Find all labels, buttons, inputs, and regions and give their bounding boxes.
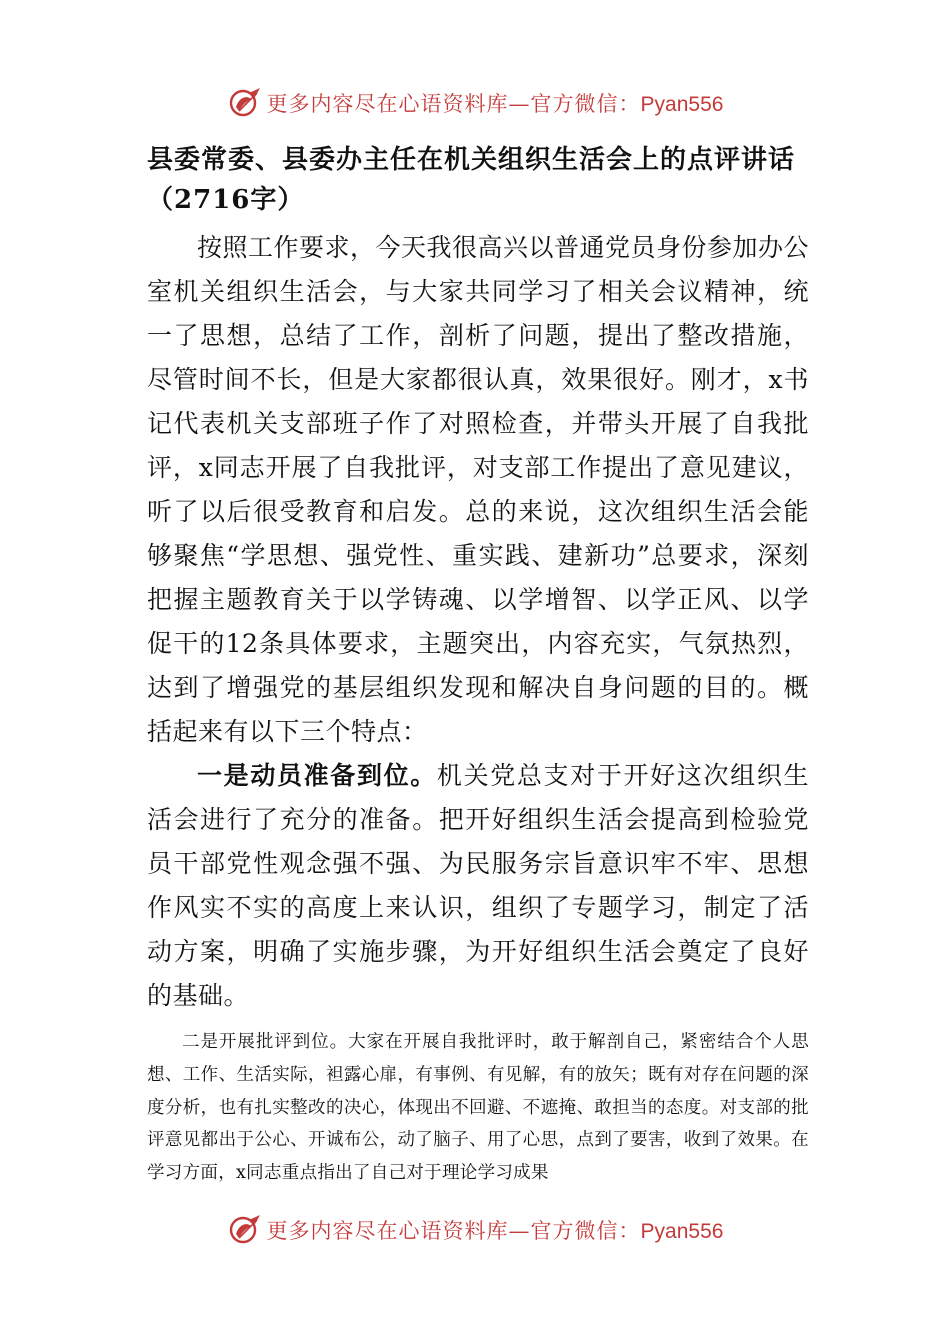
pen-swirl-logo-icon: [227, 1212, 263, 1248]
banner-text: 更多内容尽在心语资料库—官方微信：Pyan556: [266, 92, 724, 116]
intro-paragraph: 按照工作要求，今天我很高兴以普通党员身份参加办公室机关组织生活会，与大家共同学习了相关会议精神，统一了思想，总结了工作，剖析了问题，提出了整改措施，尽管时间不长，但是大家都很认真，效果很好。刚才，x书记代表机关支部班子作了对照检查，并带头开展了自我批评，x同志开展了自我批评，对支部工作提出了意见建议，听了以后很受教育和启发。总的来说，这次组织生活会能够聚焦“学思想、强党性、重实践、建新功”总要求，深刻把握主题教育关于以学铸魂、以学增智、以学正风、以学促干的12条具体要求，主题突出，内容充实，气氛热烈，达到了增强党的基层组织发现和解决自身问题的目的。概括起来有以下三个特点：: [147, 233, 810, 746]
point-one-body: 机关党总支对于开好这次组织生活会进行了充分的准备。把开好组织生活会提高到检验党员干部党性观念强不强、为民服务宗旨意识牢不牢、思想作风实不实的高度上来认识，组织了专题学习，制定了活动方案，明确了实施步骤，为开好组织生活会奠定了良好的基础。: [147, 761, 809, 1010]
title-main: 县委常委、县委办主任在机关组织生活会上的点评讲话: [147, 145, 796, 175]
header-banner: [0, 80, 950, 126]
point-two-paragraph: 二是开展批评到位。大家在开展自我批评时，敢于解剖自己，紧密结合个人思想、工作、生活实际，袒露心扉，有事例、有见解，有的放矢；既有对存在问题的深度分析，也有扎实整改的决心，体现出不回避、不遮掩、敢担当的态度。对支部的批评意见都出于公心、开诚布公，动了脑子、用了心思，点到了要害，收到了效果。在学习方面，x同志重点指出了自己对于理论学习成果: [147, 1032, 809, 1184]
point-one-paragraph: [147, 754, 809, 1018]
banner-wechat-id: Pyan556: [640, 1220, 724, 1243]
footer-banner: [0, 1207, 950, 1253]
pen-swirl-logo-icon: [227, 85, 263, 121]
banner-wechat-id: Pyan556: [640, 93, 724, 116]
title-word-count: （2716字）: [147, 185, 305, 215]
banner-text: 更多内容尽在心语资料库—官方微信：Pyan556: [266, 1219, 724, 1243]
point-one-heading: 一是动员准备到位。: [197, 761, 437, 790]
document-body: [147, 226, 809, 1190]
document-title: [147, 140, 827, 220]
